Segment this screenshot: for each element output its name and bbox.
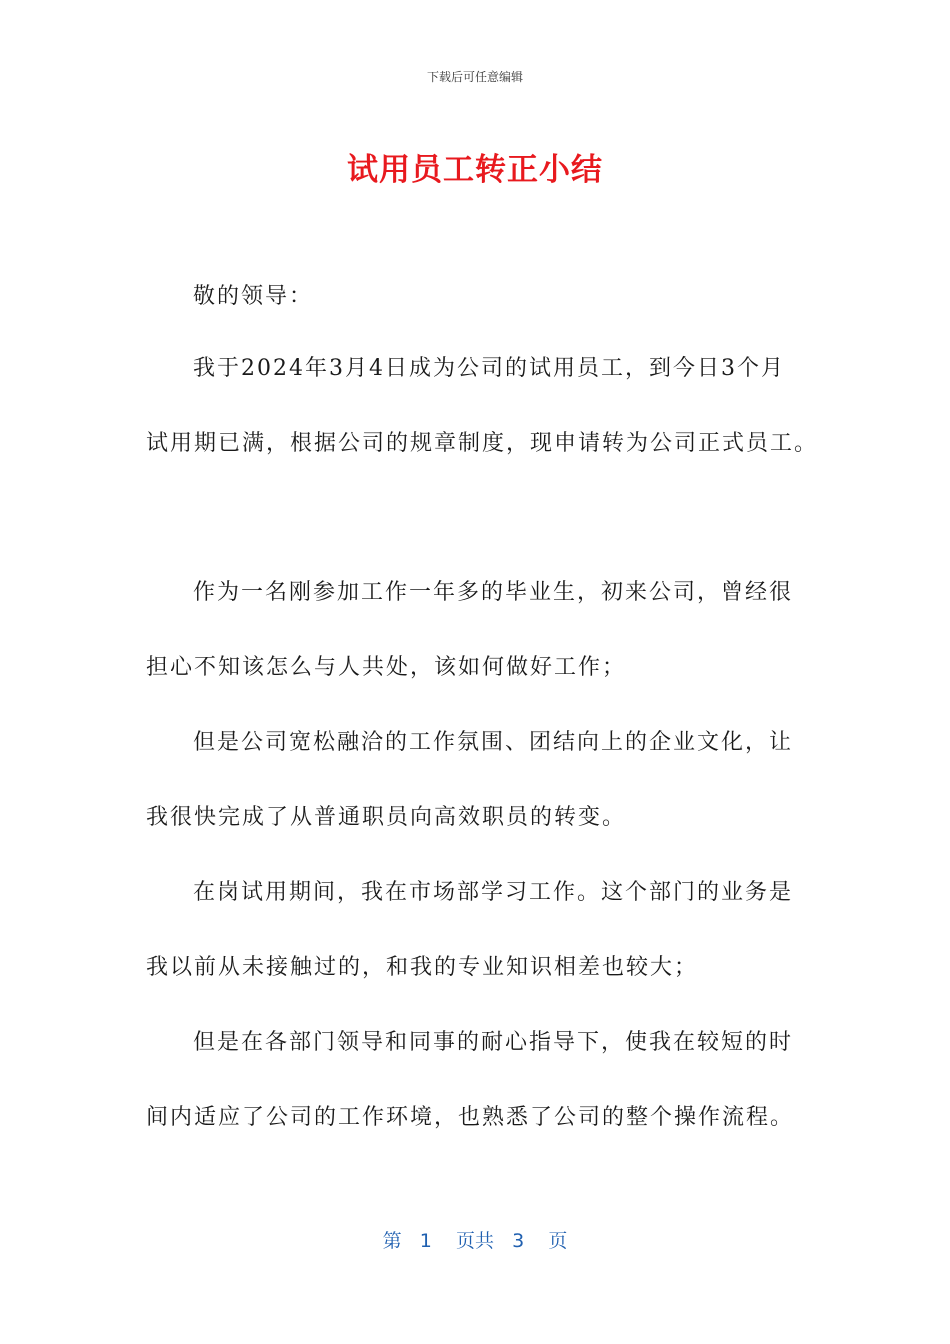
salutation: 敬的领导： xyxy=(193,284,314,309)
footer-current-page: 1 xyxy=(419,1230,432,1252)
body-line-9: 但是在各部门领导和同事的耐心指导下，使我在较短的时 xyxy=(193,1030,794,1055)
header-note: 下载后可任意编辑 xyxy=(426,70,523,84)
body-line-10: 间内适应了公司的工作环境，也熟悉了公司的整个操作流程。 xyxy=(146,1105,795,1130)
body-line-1: 我于2024年3月4日成为公司的试用员工，到今日3个月 xyxy=(193,356,785,381)
body-line-8: 我以前从未接触过的，和我的专业知识相差也较大； xyxy=(146,955,699,980)
body-line-7: 在岗试用期间，我在市场部学习工作。这个部门的业务是 xyxy=(193,880,794,905)
footer-middle: 页共 xyxy=(455,1230,494,1252)
body-line-3: 作为一名刚参加工作一年多的毕业生，初来公司，曾经很 xyxy=(193,580,794,605)
body-line-4: 担心不知该怎么与人共处，该如何做好工作； xyxy=(146,655,627,680)
footer-total-pages: 3 xyxy=(512,1230,525,1252)
document-title: 试用员工转正小结 xyxy=(347,152,603,188)
footer-prefix: 第 xyxy=(382,1230,402,1252)
footer-suffix: 页 xyxy=(548,1230,568,1252)
body-line-6: 我很快完成了从普通职员向高效职员的转变。 xyxy=(146,805,627,830)
page-footer xyxy=(0,1226,950,1253)
body-line-5: 但是公司宽松融洽的工作氛围、团结向上的企业文化，让 xyxy=(193,730,794,755)
body-line-2: 试用期已满，根据公司的规章制度，现申请转为公司正式员工。 xyxy=(146,431,819,456)
